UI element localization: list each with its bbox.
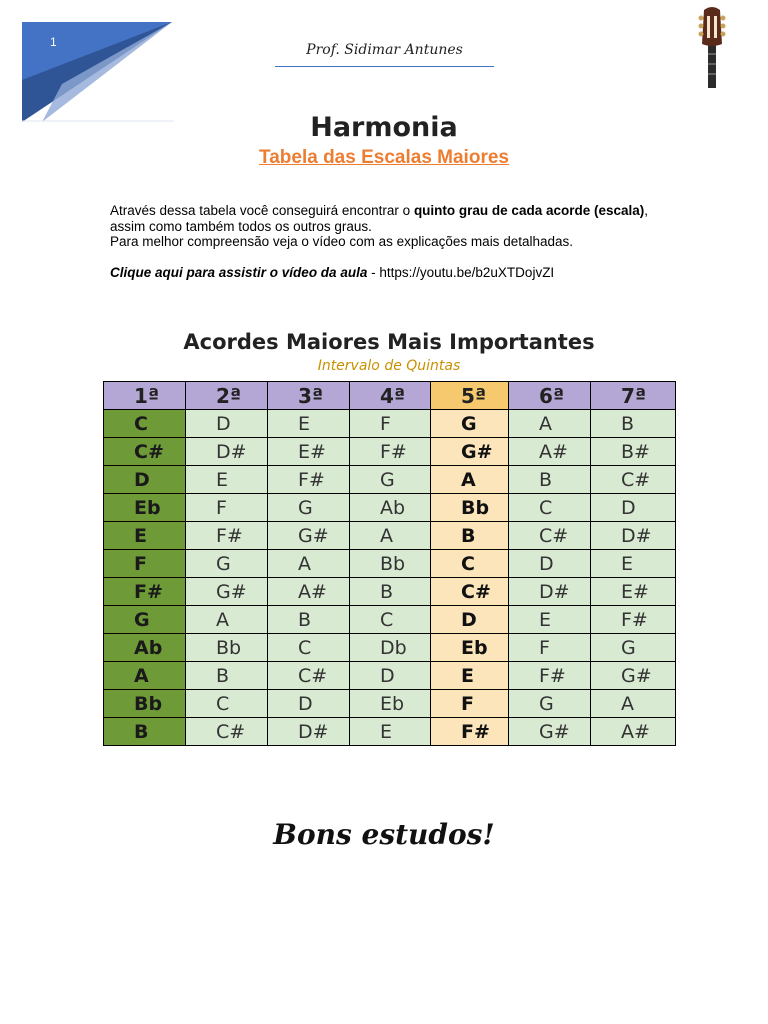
closing-message: Bons estudos! xyxy=(273,818,495,851)
degree-cell: D xyxy=(268,690,350,718)
root-chord-cell: C# xyxy=(104,438,186,466)
table-row xyxy=(104,634,676,662)
fifth-degree-cell: G# xyxy=(431,438,509,466)
degree-cell: C xyxy=(509,494,591,522)
fifth-degree-cell: A xyxy=(431,466,509,494)
intro-text-post: , assim como também todos os outros graus. xyxy=(110,203,649,234)
table-header-row xyxy=(104,382,676,410)
table-row xyxy=(104,410,676,438)
column-header-degree-5: 5ª xyxy=(431,382,509,410)
degree-cell: D xyxy=(350,662,431,690)
degree-cell: D xyxy=(509,550,591,578)
table-row xyxy=(104,578,676,606)
root-chord-cell: G xyxy=(104,606,186,634)
table-row xyxy=(104,522,676,550)
intro-paragraph-1 xyxy=(110,203,670,234)
degree-cell: C xyxy=(268,634,350,662)
degree-cell: A# xyxy=(268,578,350,606)
table-subtitle: Intervalo de Quintas xyxy=(317,358,461,374)
column-header-degree-7: 7ª xyxy=(591,382,676,410)
degree-cell: D xyxy=(186,410,268,438)
degree-cell: G xyxy=(350,466,431,494)
intro-text-pre: Através dessa tabela você conseguirá encontrar o xyxy=(110,203,414,218)
table-row xyxy=(104,438,676,466)
degree-cell: B xyxy=(268,606,350,634)
column-header-degree-6: 6ª xyxy=(509,382,591,410)
degree-cell: B# xyxy=(591,438,676,466)
root-chord-cell: E xyxy=(104,522,186,550)
degree-cell: Db xyxy=(350,634,431,662)
degree-cell: D# xyxy=(186,438,268,466)
page-subtitle: Tabela das Escalas Maiores xyxy=(259,147,509,168)
degree-cell: A xyxy=(509,410,591,438)
degree-cell: A xyxy=(350,522,431,550)
column-header-degree-1: 1ª xyxy=(104,382,186,410)
major-scales-table xyxy=(103,381,676,746)
root-chord-cell: F xyxy=(104,550,186,578)
degree-cell: F# xyxy=(591,606,676,634)
degree-cell: C xyxy=(350,606,431,634)
degree-cell: C xyxy=(186,690,268,718)
degree-cell: A# xyxy=(509,438,591,466)
root-chord-cell: B xyxy=(104,718,186,746)
table-title: Acordes Maiores Mais Importantes xyxy=(183,330,595,354)
intro-text-bold: quinto grau de cada acorde (escala) xyxy=(413,203,645,218)
degree-cell: Bb xyxy=(350,550,431,578)
corner-decoration xyxy=(22,22,174,122)
author-name: Prof. Sidimar Antunes xyxy=(306,42,463,58)
degree-cell: G# xyxy=(186,578,268,606)
fifth-degree-cell: B xyxy=(431,522,509,550)
column-header-degree-4: 4ª xyxy=(350,382,431,410)
fifth-degree-cell: C xyxy=(431,550,509,578)
degree-cell: F# xyxy=(268,466,350,494)
video-cta xyxy=(110,265,670,281)
table-row xyxy=(104,550,676,578)
degree-cell: D# xyxy=(268,718,350,746)
degree-cell: B xyxy=(186,662,268,690)
column-header-degree-3: 3ª xyxy=(268,382,350,410)
degree-cell: D# xyxy=(509,578,591,606)
table-body xyxy=(104,410,676,746)
intro-text xyxy=(110,203,670,280)
degree-cell: F xyxy=(509,634,591,662)
root-chord-cell: D xyxy=(104,466,186,494)
fifth-degree-cell: F# xyxy=(431,718,509,746)
fifth-degree-cell: Bb xyxy=(431,494,509,522)
degree-cell: C# xyxy=(591,466,676,494)
degree-cell: F# xyxy=(186,522,268,550)
page-number: 1 xyxy=(50,35,57,49)
video-link[interactable]: https://youtu.be/b2uXTDojvZI xyxy=(379,264,555,280)
degree-cell: A xyxy=(591,690,676,718)
degree-cell: Bb xyxy=(186,634,268,662)
degree-cell: A# xyxy=(591,718,676,746)
degree-cell: F# xyxy=(350,438,431,466)
degree-cell: E xyxy=(591,550,676,578)
degree-cell: E# xyxy=(268,438,350,466)
degree-cell: E xyxy=(186,466,268,494)
degree-cell: G# xyxy=(268,522,350,550)
table-row xyxy=(104,690,676,718)
fifth-degree-cell: E xyxy=(431,662,509,690)
degree-cell: B xyxy=(591,410,676,438)
degree-cell: A xyxy=(186,606,268,634)
degree-cell: F# xyxy=(509,662,591,690)
page-title: Harmonia xyxy=(310,112,458,143)
degree-cell: Ab xyxy=(350,494,431,522)
table-row xyxy=(104,606,676,634)
degree-cell: C# xyxy=(186,718,268,746)
degree-cell: E xyxy=(350,718,431,746)
root-chord-cell: C xyxy=(104,410,186,438)
table-row xyxy=(104,662,676,690)
degree-cell: G# xyxy=(591,662,676,690)
degree-cell: G xyxy=(591,634,676,662)
degree-cell: Eb xyxy=(350,690,431,718)
degree-cell: B xyxy=(350,578,431,606)
intro-paragraph-2: Para melhor compreensão veja o vídeo com as explicações mais detalhadas. xyxy=(110,234,573,249)
table-row xyxy=(104,718,676,746)
author-underline xyxy=(275,66,494,67)
degree-cell: F xyxy=(186,494,268,522)
guitar-headstock-icon xyxy=(696,4,728,88)
fifth-degree-cell: C# xyxy=(431,578,509,606)
degree-cell: F xyxy=(350,410,431,438)
degree-cell: G xyxy=(186,550,268,578)
degree-cell: G xyxy=(268,494,350,522)
root-chord-cell: F# xyxy=(104,578,186,606)
fifth-degree-cell: Eb xyxy=(431,634,509,662)
table-row xyxy=(104,466,676,494)
degree-cell: A xyxy=(268,550,350,578)
fifth-degree-cell: F xyxy=(431,690,509,718)
degree-cell: G# xyxy=(509,718,591,746)
degree-cell: B xyxy=(509,466,591,494)
root-chord-cell: Bb xyxy=(104,690,186,718)
degree-cell: C# xyxy=(268,662,350,690)
video-cta-label: Clique aqui para assistir o vídeo da aula xyxy=(110,264,368,280)
column-header-degree-2: 2ª xyxy=(186,382,268,410)
degree-cell: E xyxy=(268,410,350,438)
root-chord-cell: Ab xyxy=(104,634,186,662)
degree-cell: E xyxy=(509,606,591,634)
degree-cell: E# xyxy=(591,578,676,606)
degree-cell: D xyxy=(591,494,676,522)
fifth-degree-cell: G xyxy=(431,410,509,438)
root-chord-cell: Eb xyxy=(104,494,186,522)
degree-cell: D# xyxy=(591,522,676,550)
degree-cell: C# xyxy=(509,522,591,550)
video-cta-separator: - xyxy=(367,264,380,280)
table-row xyxy=(104,494,676,522)
fifth-degree-cell: D xyxy=(431,606,509,634)
degree-cell: G xyxy=(509,690,591,718)
root-chord-cell: A xyxy=(104,662,186,690)
